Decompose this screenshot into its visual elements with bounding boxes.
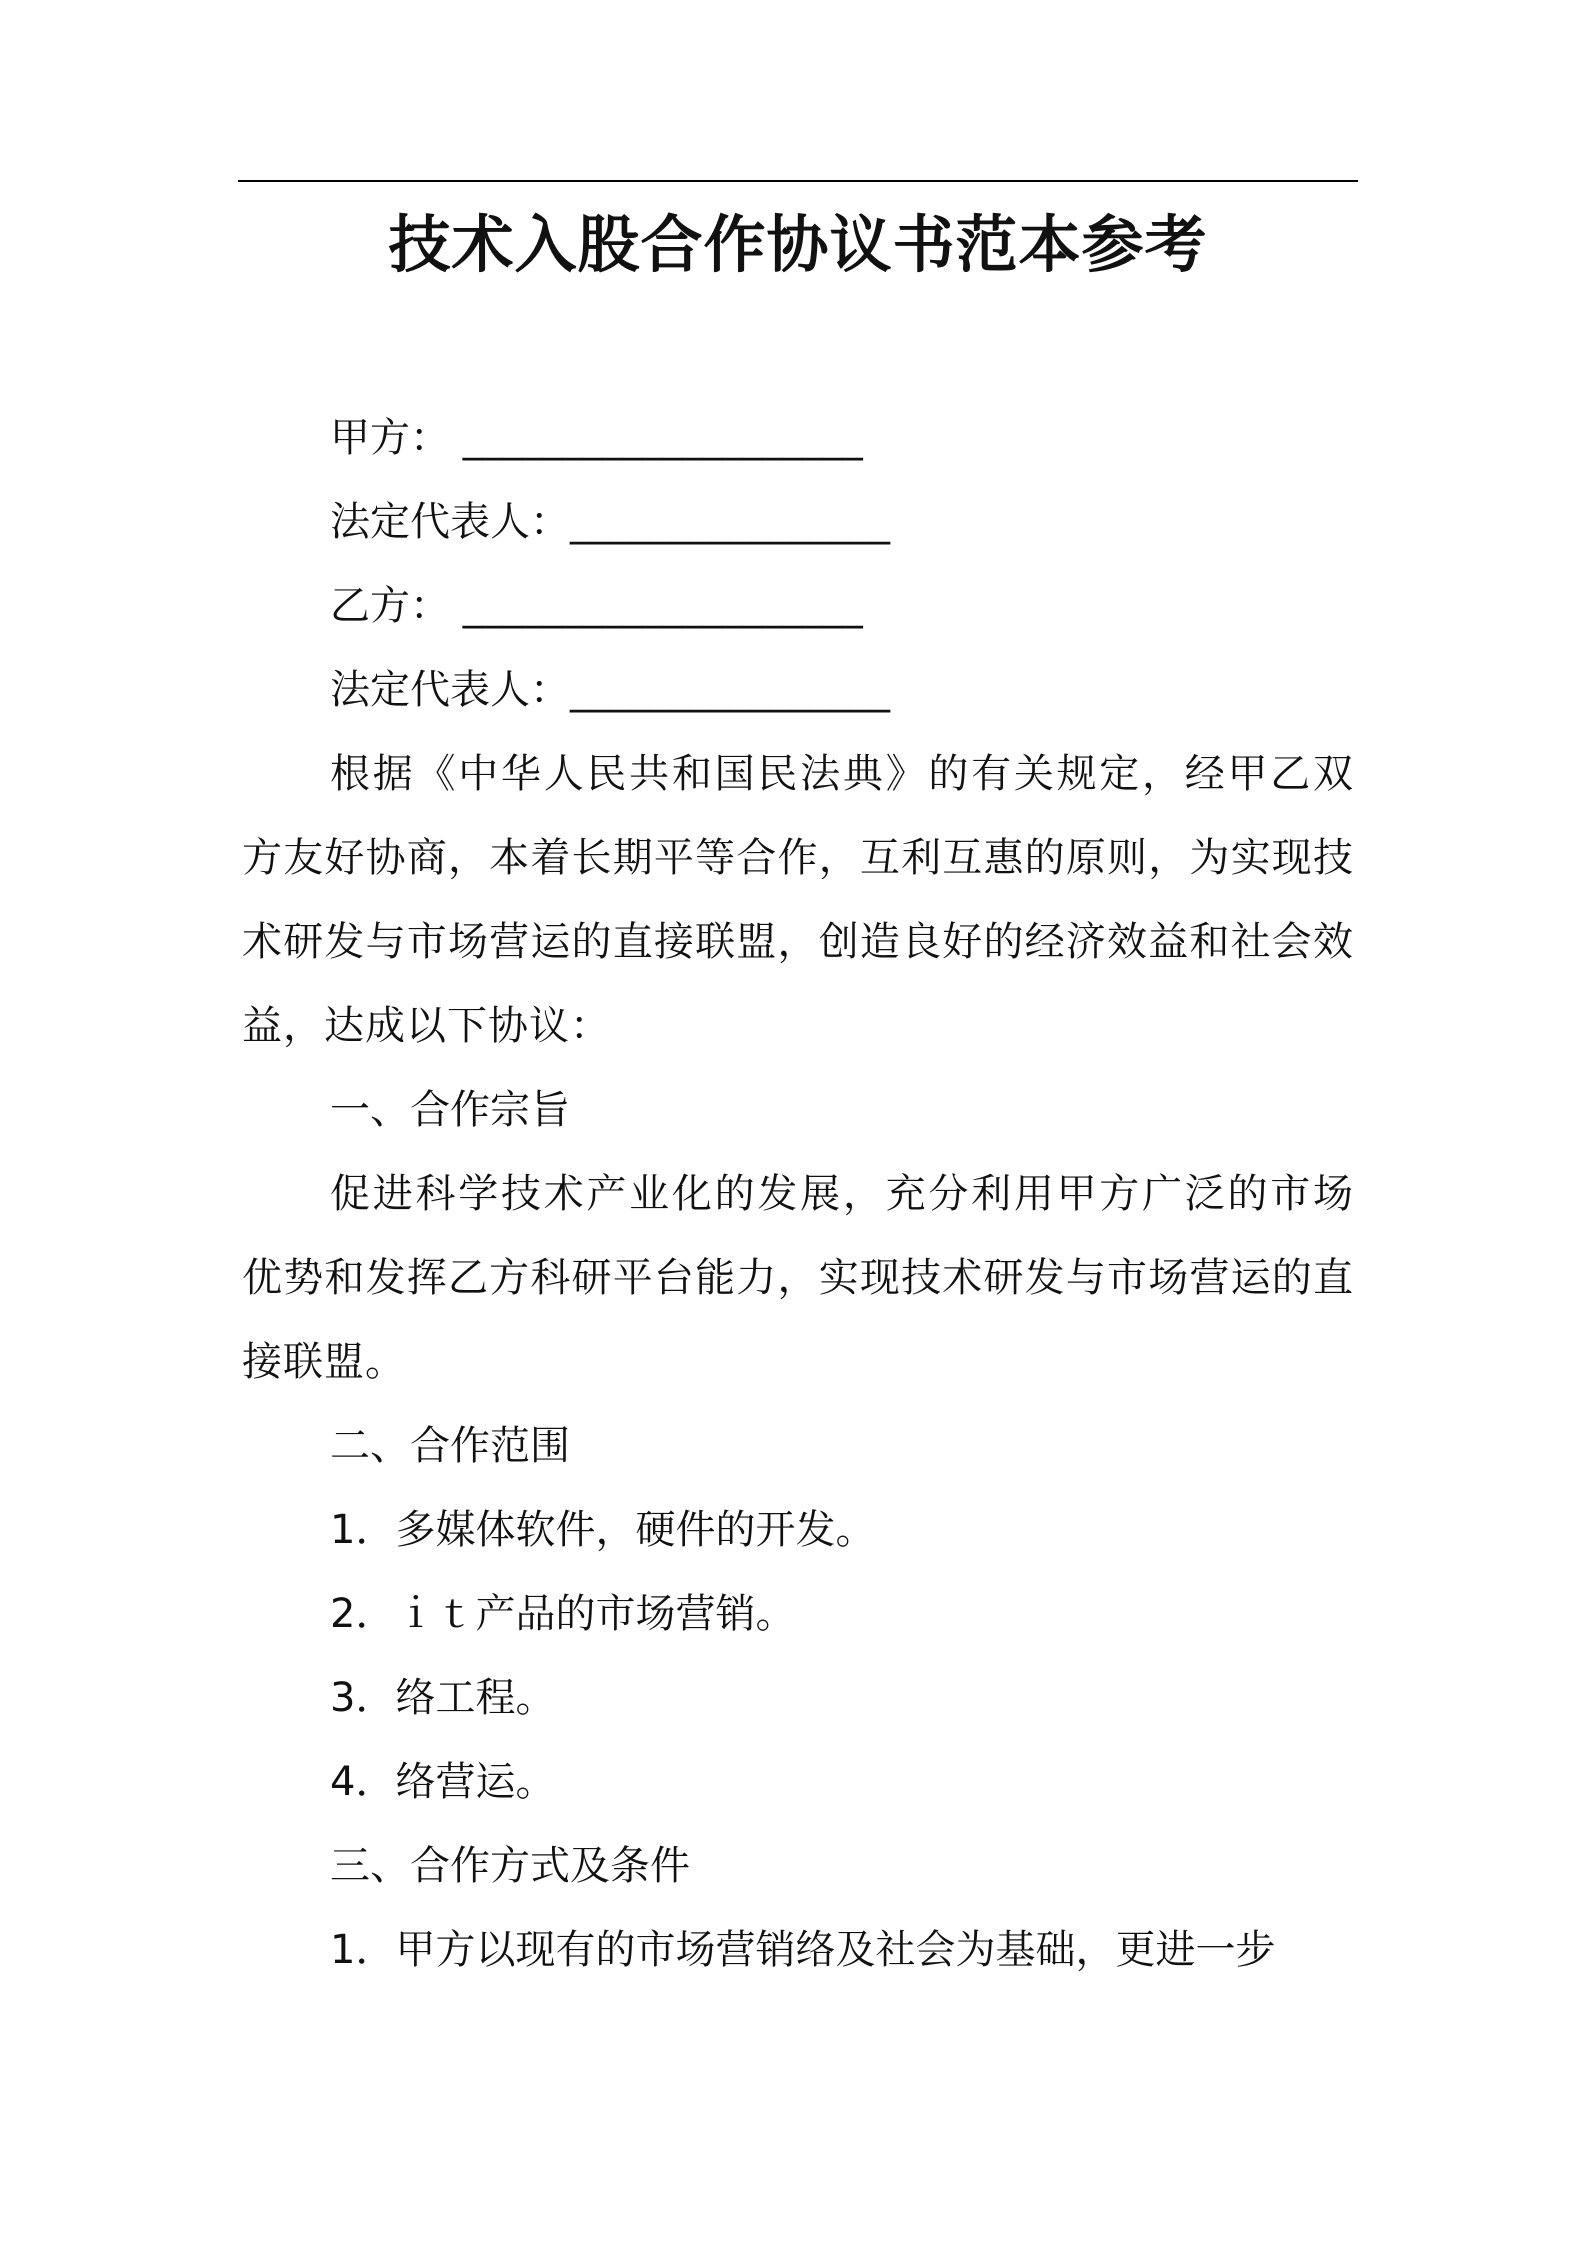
header-rule xyxy=(238,180,1358,182)
method-list-item: 1．甲方以现有的市场营销络及社会为基础，更进一步 xyxy=(330,1927,1276,1973)
section-heading-method: 三、合作方式及条件 xyxy=(330,1843,690,1889)
scope-list-item: 4．络营运。 xyxy=(330,1759,556,1805)
section-purpose-paragraph: 促进科学技术产业化的发展，充分利用甲方广泛的市场优势和发挥乙方科研平台能力，实现技术研发与市场营运的直接联盟。 xyxy=(242,1171,1354,1385)
party-a-representative-field: 法定代表人：________________ xyxy=(330,499,890,545)
scope-list-item: 1．多媒体软件，硬件的开发。 xyxy=(330,1507,876,1553)
party-b-field: 乙方： ____________________ xyxy=(330,583,863,629)
scope-list-item: 2．ｉｔ产品的市场营销。 xyxy=(330,1591,796,1637)
party-b-representative-field: 法定代表人：________________ xyxy=(330,667,890,713)
preamble-paragraph: 根据《中华人民共和国民法典》的有关规定，经甲乙双方友好协商，本着长期平等合作，互利互惠的原则，为实现技术研发与市场营运的直接联盟，创造良好的经济效益和社会效益，达成以下协议： xyxy=(242,751,1354,1049)
document-title: 技术入股合作协议书范本参考 xyxy=(388,208,1208,281)
document-body xyxy=(242,396,1354,1992)
scope-list-item: 3．络工程。 xyxy=(330,1675,556,1721)
section-heading-scope: 二、合作范围 xyxy=(330,1423,570,1469)
party-a-field: 甲方： ____________________ xyxy=(330,415,863,461)
section-heading-purpose: 一、合作宗旨 xyxy=(330,1087,570,1133)
